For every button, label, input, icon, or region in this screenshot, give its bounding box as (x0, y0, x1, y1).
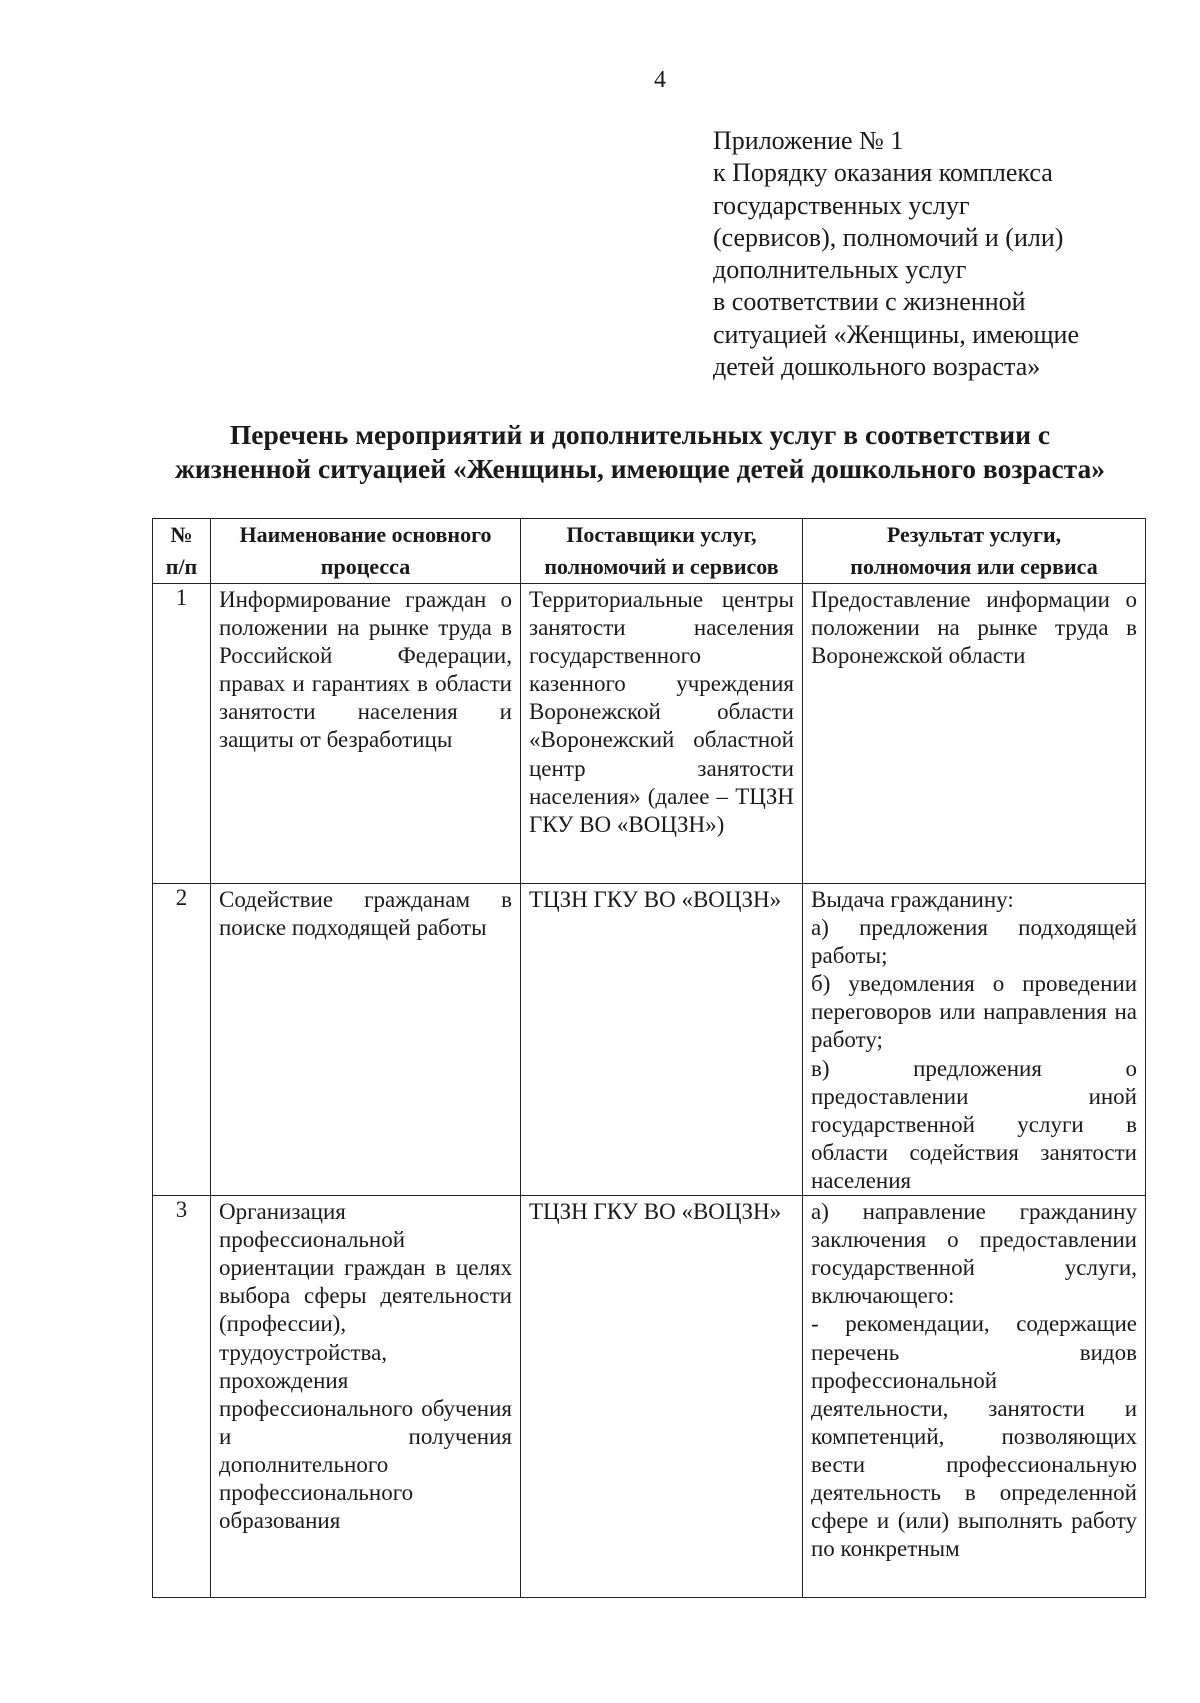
appendix-line: к Порядку оказания комплекса (713, 158, 1053, 188)
table-row (153, 884, 1146, 1196)
row-result: Предоставление информации о положении на рынке труда в Воронежской области (803, 584, 1146, 884)
appendix-line: ситуацией «Женщины, имеющие (713, 319, 1080, 349)
appendix-line: государственных услуг (713, 190, 970, 220)
header-providers: Поставщики услуг, полномочий и сервисов (521, 519, 803, 584)
row-process: Информирование граждан о положении на рынке труда в Российской Федерации, правах и гарантиях в области занятости населения и защиты от безработицы (211, 584, 521, 884)
appendix-block (713, 125, 1173, 383)
appendix-line: дополнительных услуг (713, 255, 967, 285)
header-process: Наименование основного процесса (211, 519, 521, 584)
row-number: 3 (153, 1196, 211, 1598)
title-line-1: Перечень мероприятий и дополнительных услуг в соответствии с (229, 419, 1051, 450)
appendix-line: (сервисов), полномочий и (или) (713, 222, 1064, 252)
appendix-line: в соответствии с жизненной (713, 287, 1026, 317)
row-process: Организация профессиональной ориентации граждан в целях выбора сферы деятельности (профессии), трудоустройства, прохождения профессионального обучения и получения дополнительного профессионального образования (211, 1196, 521, 1598)
services-table (152, 518, 1146, 1598)
row-process: Содействие гражданам в поиске подходящей работы (211, 884, 521, 1196)
row-providers: ТЦЗН ГКУ ВО «ВОЦЗН» (521, 884, 803, 1196)
header-result: Результат услуги, полномочия или сервиса (803, 519, 1146, 584)
header-num: № п/п (153, 519, 211, 584)
row-result: Выдача гражданину: а) предложения подходящей работы; б) уведомления о проведении переговоров или направления на работу; в) предложения о предоставлении иной государственной услуги в области содействия занятости населения (803, 884, 1146, 1196)
document-title (140, 418, 1140, 486)
page-number: 4 (654, 67, 666, 93)
row-result: а) направление гражданину заключения о предоставлении государственной услуги, включающего: - рекомендации, содержащие перечень видов профессиональной деятельности, занятости и компетенций, позволяющих вести профессиональную деятельность в определенной сфере и (или) выполнять работу по конкретным (803, 1196, 1146, 1598)
table-header-row (153, 519, 1146, 584)
title-line-2: жизненной ситуацией «Женщины, имеющие детей дошкольного возраста» (174, 453, 1105, 484)
appendix-line: Приложение № 1 (713, 126, 904, 155)
table-row (153, 1196, 1146, 1598)
row-number: 2 (153, 884, 211, 1196)
table-row (153, 584, 1146, 884)
row-providers: Территориальные центры занятости населения государственного казенного учреждения Воронежской области «Воронежский областной центр занятости населения» (далее – ТЦЗН ГКУ ВО «ВОЦЗН») (521, 584, 803, 884)
row-providers: ТЦЗН ГКУ ВО «ВОЦЗН» (521, 1196, 803, 1598)
row-number: 1 (153, 584, 211, 884)
appendix-line: детей дошкольного возраста» (713, 352, 1041, 382)
